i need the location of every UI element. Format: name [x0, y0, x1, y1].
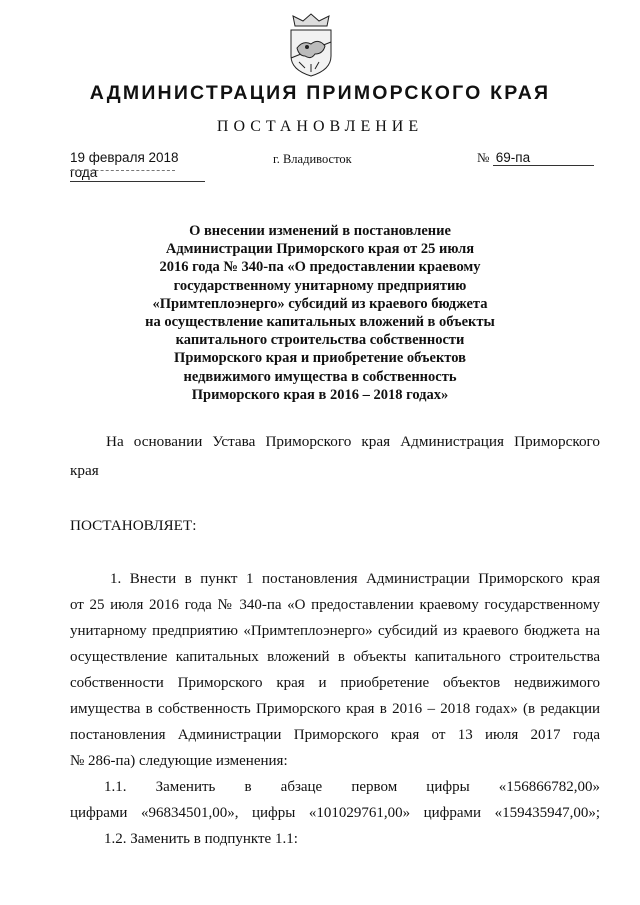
title-line: недвижимого имущества в собственность	[183, 368, 457, 385]
basis-paragraph-line: края	[70, 462, 99, 479]
title-line: 2016 года № 340-па «О предоставлении краевому	[159, 259, 481, 276]
document-city: г. Владивосток	[273, 152, 352, 166]
document-type: ПОСТАНОВЛЕНИЕ	[216, 118, 424, 135]
title-line: «Примтеплоэнерго» субсидий из краевого бюджета	[152, 295, 488, 312]
body-line: постановления Администрации Приморского края от 13 июля 2017 года	[70, 727, 600, 743]
document-body	[70, 566, 600, 852]
body-line: № 286-па) следующие изменения:	[70, 753, 288, 769]
body-line: от 25 июля 2016 года № 340-па «О предоставлении краевому государственному	[70, 597, 600, 613]
body-line: собственности Приморского края и приобретение объектов недвижимого	[70, 675, 600, 691]
number-sign: №	[477, 150, 490, 165]
body-line: цифрами «96834501,00», цифры «101029761,00» цифрами «159435947,00»;	[70, 805, 600, 821]
document-date: 19 февраля 2018 года	[70, 150, 205, 182]
organization-name: АДМИНИСТРАЦИЯ ПРИМОРСКОГО КРАЯ	[89, 82, 551, 104]
body-line: имущества в собственность Приморского края в 2016 – 2018 годах» (в редакции	[70, 701, 600, 717]
coat-of-arms-emblem	[283, 12, 339, 78]
body-line: 1.1. Заменить в абзаце первом цифры «156866782,00»	[104, 779, 600, 795]
body-line: 1. Внести в пункт 1 постановления Администрации Приморского края	[110, 571, 600, 587]
decree-word: ПОСТАНОВЛЯЕТ:	[70, 517, 197, 534]
body-line: унитарному предприятию «Примтеплоэнерго» субсидий из краевого бюджета на	[70, 623, 600, 639]
title-line: государственному унитарному предприятию	[173, 277, 467, 294]
number-value: 69-па	[493, 150, 594, 166]
body-line: осуществление капитальных вложений в объекты капитального строительства	[70, 649, 600, 665]
title-line: капитального строительства собственности	[175, 332, 465, 349]
title-line: О внесении изменений в постановление	[189, 223, 451, 239]
title-line: на осуществление капитальных вложений в объекты	[145, 314, 495, 331]
body-line: 1.2. Заменить в подпункте 1.1:	[104, 831, 298, 847]
document-title	[110, 222, 530, 404]
document-number	[477, 150, 594, 166]
title-line: Приморского края в 2016 – 2018 годах»	[191, 386, 449, 403]
title-line: Приморского края и приобретение объектов	[174, 350, 466, 367]
date-underline	[70, 170, 175, 171]
basis-paragraph-line: На основании Устава Приморского края Администрация Приморского	[106, 433, 600, 450]
title-line: Администрации Приморского края от 25 июля	[165, 241, 475, 258]
